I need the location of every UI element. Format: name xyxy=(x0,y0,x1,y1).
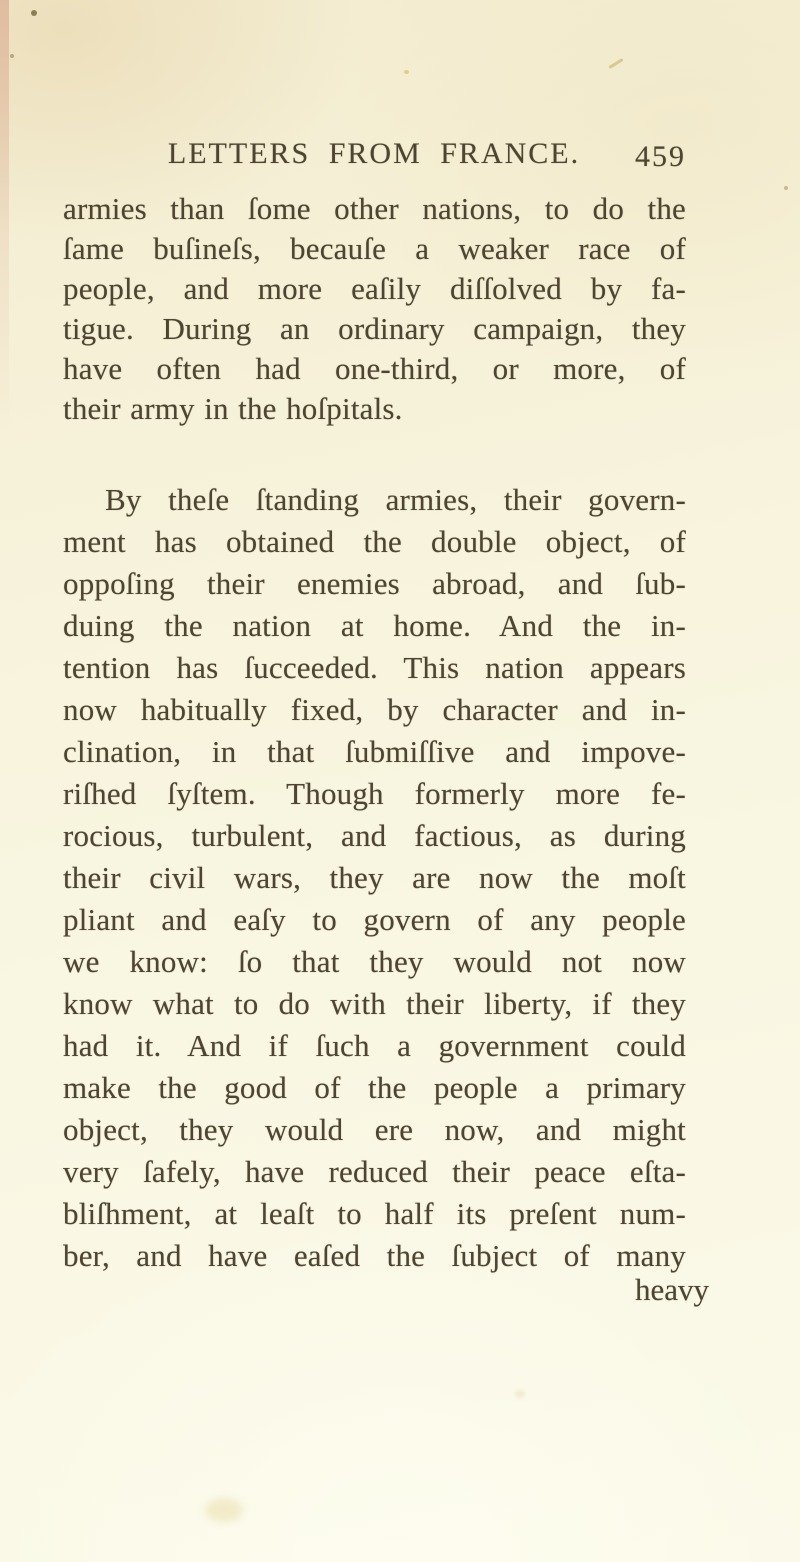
text-line: ſame buſineſs, becauſe a weaker race of xyxy=(63,231,686,266)
text-line: rocious, turbulent, and factious, as during xyxy=(63,818,686,853)
catchword: heavy xyxy=(634,1272,709,1307)
page-number: 459 xyxy=(635,140,686,173)
paper-stain xyxy=(515,1390,525,1398)
foxing-speck xyxy=(10,54,14,58)
text-line: ber, and have eaſed the ſubject of many xyxy=(63,1238,686,1273)
running-title: LETTERS FROM FRANCE. xyxy=(167,137,581,170)
paragraph-2 xyxy=(63,479,686,1277)
text-line: object, they would ere now, and might xyxy=(63,1112,686,1147)
text-line: By theſe ſtanding armies, their govern- xyxy=(105,482,686,517)
text-line: make the good of the people a primary xyxy=(63,1070,686,1105)
paper-stain xyxy=(205,1498,243,1522)
foxing-speck xyxy=(784,186,788,190)
text-line: riſhed ſyſtem. Though formerly more fe- xyxy=(63,776,686,811)
text-line: very ſafely, have reduced their peace eſta- xyxy=(63,1154,686,1189)
text-line: ment has obtained the double object, of xyxy=(63,524,686,559)
text-line: we know: ſo that they would not now xyxy=(63,944,686,979)
text-line: pliant and eaſy to govern of any people xyxy=(63,902,686,937)
text-line: clination, in that ſubmiſſive and impove- xyxy=(63,734,686,769)
text-line: duing the nation at home. And the in- xyxy=(63,608,686,643)
text-line: people, and more eaſily diſſolved by fa- xyxy=(63,271,686,306)
text-line: tigue. During an ordinary campaign, they xyxy=(63,311,686,346)
scratch-mark xyxy=(608,58,623,69)
page-edge-shadow xyxy=(0,0,9,430)
page-header xyxy=(63,137,685,173)
text-line: tention has ſucceeded. This nation appears xyxy=(63,650,686,685)
text-line: their army in the hoſpitals. xyxy=(63,391,403,426)
foxing-speck xyxy=(31,10,37,16)
text-line: armies than ſome other nations, to do the xyxy=(63,191,686,226)
foxing-speck xyxy=(404,70,409,74)
text-line: have often had one-third, or more, of xyxy=(63,351,686,386)
paragraph-1 xyxy=(63,189,686,429)
text-line: had it. And if ſuch a government could xyxy=(63,1028,686,1063)
text-line: bliſhment, at leaſt to half its preſent num- xyxy=(63,1196,686,1231)
text-line: oppoſing their enemies abroad, and ſub- xyxy=(63,566,686,601)
text-line: now habitually fixed, by character and in- xyxy=(63,692,686,727)
text-line: their civil wars, they are now the moſt xyxy=(63,860,686,895)
text-line: know what to do with their liberty, if they xyxy=(63,986,686,1021)
